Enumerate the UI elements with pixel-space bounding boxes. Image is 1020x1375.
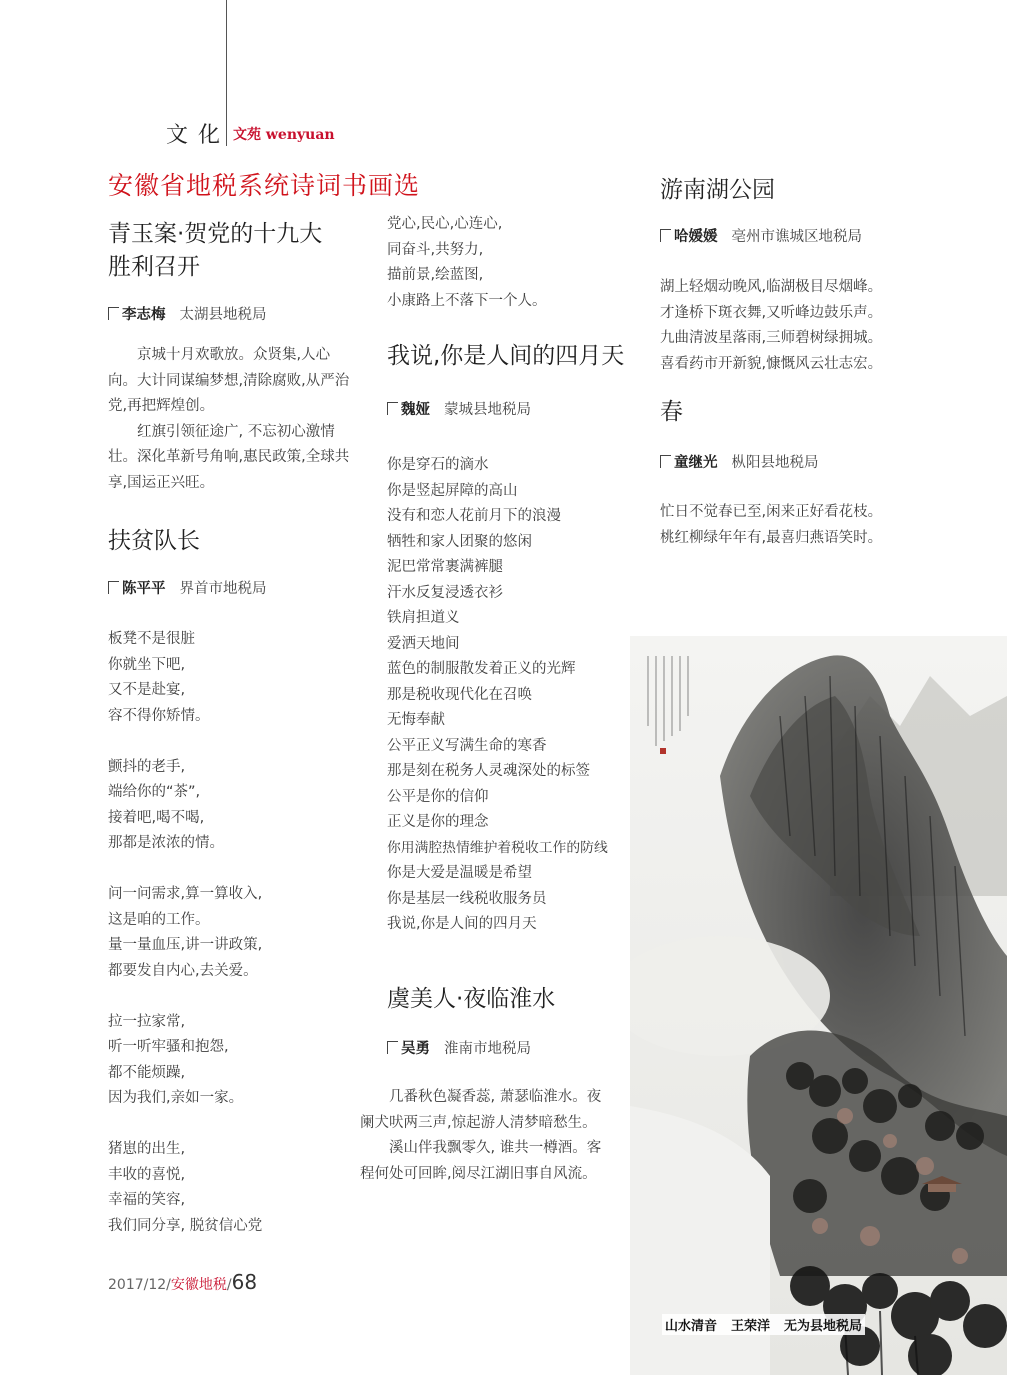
author-name: 童继光 bbox=[674, 455, 718, 471]
poem-line: 颤抖的老手, bbox=[108, 758, 186, 775]
poem-line: 湖上轻烟动晚风,临湖极目尽烟峰。 bbox=[660, 279, 883, 295]
author-unit: 太湖县地税局 bbox=[179, 307, 267, 323]
poem-line: 没有和恋人花前月下的浪漫 bbox=[387, 508, 561, 524]
poem-body-fupin bbox=[108, 627, 358, 1265]
poem-line: 拉一拉家常, bbox=[108, 1013, 186, 1030]
poem-line: 容不得你矫情。 bbox=[108, 707, 210, 724]
poem-paragraph: 几番秋色凝香蕊, 萧瑟临淮水。夜阑犬吠两三声,惊起游人清梦暗愁生。 bbox=[360, 1089, 602, 1131]
stanza bbox=[108, 1010, 358, 1112]
byline-qingyuan bbox=[108, 303, 267, 324]
poem-line: 你是竖起屏障的高山 bbox=[387, 482, 518, 499]
poem-title-line: 青玉案·贺党的十九大 bbox=[108, 221, 323, 247]
poem-line: 描前景,绘蓝图, bbox=[387, 267, 484, 283]
author-unit: 枞阳县地税局 bbox=[731, 455, 819, 471]
poem-line: 你是基层一线税收服务员 bbox=[387, 890, 547, 907]
stanza bbox=[108, 627, 358, 729]
poem-line: 都不能烦躁, bbox=[108, 1064, 186, 1081]
poem-line: 九曲清波星落雨,三师碧树绿拥城。 bbox=[660, 330, 883, 346]
byline-bracket-icon bbox=[108, 581, 119, 594]
stanza bbox=[108, 1137, 358, 1239]
poem-line: 你是穿石的滴水 bbox=[387, 457, 489, 473]
poem-line: 爱洒天地间 bbox=[387, 635, 460, 652]
author-name: 哈媛媛 bbox=[674, 229, 718, 245]
poem-paragraph: 红旗引领征途广, 不忘初心激情壮。深化革新号角响,惠民政策,全球共享,国运正兴旺。 bbox=[108, 423, 350, 491]
author-unit: 界首市地税局 bbox=[179, 581, 267, 597]
poem-line: 那都是浓浓的情。 bbox=[108, 835, 224, 851]
poem-line: 公平正义写满生命的寒香 bbox=[387, 737, 547, 754]
poem-line: 又不是赴宴, bbox=[108, 682, 186, 698]
painting-caption bbox=[662, 1314, 865, 1335]
landscape-painting bbox=[630, 636, 1007, 1375]
poem-line: 公平是你的信仰 bbox=[387, 788, 489, 805]
poem-line: 铁肩担道义 bbox=[387, 610, 460, 626]
poem-title-chun: 春 bbox=[660, 399, 683, 425]
footer-magazine: 安徽地税 bbox=[170, 1277, 227, 1293]
painting-title: 山水清音 bbox=[665, 1319, 718, 1334]
poem-qingyuan bbox=[108, 218, 358, 284]
footer-separator: / bbox=[226, 1277, 232, 1293]
poem-title bbox=[108, 218, 358, 284]
author-unit: 淮南市地税局 bbox=[444, 1041, 531, 1057]
byline-bracket-icon bbox=[387, 1041, 398, 1054]
poem-line: 因为我们,亲如一家。 bbox=[108, 1090, 244, 1106]
poem-body-yumeiren bbox=[360, 1085, 608, 1187]
stanza bbox=[108, 882, 358, 984]
poem-line: 我们同分享, 脱贫信心党 bbox=[108, 1217, 263, 1234]
poem-body-qingyuan bbox=[108, 343, 358, 496]
poem-title-fupin: 扶贫队长 bbox=[108, 528, 200, 554]
section-subtitle: 文苑 wenyuan bbox=[233, 127, 335, 143]
poem-line: 无悔奉献 bbox=[387, 712, 445, 728]
poem-title-nanhu: 游南湖公园 bbox=[660, 177, 775, 203]
author-name: 吴勇 bbox=[401, 1041, 430, 1057]
poem-line: 泥巴常常裹满裤腿 bbox=[387, 559, 503, 575]
poem-line: 才逢桥下斑衣舞,又听峰边鼓乐声。 bbox=[660, 304, 883, 321]
page-footer bbox=[108, 1270, 257, 1294]
author-unit: 蒙城县地税局 bbox=[444, 402, 531, 418]
painting-unit: 无为县地税局 bbox=[784, 1319, 863, 1334]
poem-line: 那是税收现代化在召唤 bbox=[387, 686, 532, 703]
poem-paragraph: 溪山伴我飘零久, 谁共一樽酒。客程何处可回眸,阅尽江湖旧事自风流。 bbox=[360, 1140, 602, 1182]
poem-line: 你就坐下吧, bbox=[108, 656, 186, 673]
poem-body-siyuetian bbox=[387, 453, 632, 938]
poem-line: 蓝色的制服散发着正义的光辉 bbox=[387, 661, 576, 677]
painting-artist: 王荣洋 bbox=[731, 1319, 771, 1334]
poem-line: 我说,你是人间的四月天 bbox=[387, 916, 537, 932]
poem-line: 党心,民心,心连心, bbox=[387, 216, 503, 232]
author-name: 陈平平 bbox=[122, 581, 166, 597]
author-name: 魏娅 bbox=[401, 402, 430, 418]
byline-bracket-icon bbox=[660, 455, 671, 468]
poem-line: 你是大爱是温暖是希望 bbox=[387, 865, 532, 881]
poem-line: 喜看药市开新貌,慷慨风云壮志宏。 bbox=[660, 355, 883, 372]
poem-body-nanhu bbox=[660, 275, 920, 377]
author-name: 李志梅 bbox=[122, 307, 166, 323]
poem-title-siyuetian: 我说,你是人间的四月天 bbox=[387, 343, 625, 369]
poem-title-line: 胜利召开 bbox=[108, 254, 200, 280]
byline-bracket-icon bbox=[660, 229, 671, 242]
byline-fupin bbox=[108, 577, 267, 598]
byline-chun bbox=[660, 451, 819, 472]
poem-line: 丰收的喜悦, bbox=[108, 1166, 186, 1183]
poem-title-yumeiren: 虞美人·夜临淮水 bbox=[387, 986, 556, 1012]
byline-bracket-icon bbox=[387, 402, 398, 415]
poem-line: 正义是你的理念 bbox=[387, 814, 489, 830]
poem-line: 桃红柳绿年年有,最喜归燕语笑时。 bbox=[660, 529, 883, 546]
poem-line: 这是咱的工作。 bbox=[108, 911, 210, 928]
poem-line: 那是刻在税务人灵魂深处的标签 bbox=[387, 763, 590, 779]
poem-line: 猪崽的出生, bbox=[108, 1141, 186, 1157]
poem-paragraph: 京城十月欢歌放。众贤集,人心向。大计同谋编梦想,清除腐败,从严治党,再把辉煌创。 bbox=[108, 347, 350, 414]
poem-line: 汗水反复浸透衣衫 bbox=[387, 584, 503, 601]
poem-line: 幸福的笑容, bbox=[108, 1192, 186, 1208]
byline-siyuetian bbox=[387, 398, 531, 419]
poem-line: 同奋斗,共努力, bbox=[387, 241, 484, 258]
poem-body-chun bbox=[660, 500, 920, 551]
author-unit: 亳州市谯城区地税局 bbox=[731, 229, 862, 245]
stanza bbox=[108, 755, 358, 857]
poem-line: 牺牲和家人团聚的悠闲 bbox=[387, 533, 532, 550]
poem-line: 接着吧,喝不喝, bbox=[108, 809, 205, 826]
byline-bracket-icon bbox=[108, 307, 119, 320]
poem-line: 量一量血压,讲一讲政策, bbox=[108, 937, 263, 953]
page-number: 68 bbox=[231, 1270, 258, 1294]
footer-date: 2017/12/ bbox=[108, 1277, 171, 1293]
poem-line: 板凳不是很脏 bbox=[108, 631, 195, 647]
poem-line: 端给你的“茶”, bbox=[108, 784, 201, 800]
poem-line: 听一听牢骚和抱怨, bbox=[108, 1039, 229, 1055]
byline-yumeiren bbox=[387, 1037, 531, 1058]
poem-line: 都要发自内心,去关爱。 bbox=[108, 962, 258, 979]
byline-nanhu bbox=[660, 225, 862, 246]
poem-line: 小康路上不落下一个人。 bbox=[387, 292, 547, 309]
poem-line: 忙日不觉春已至,闲来正好看花枝。 bbox=[660, 504, 883, 520]
poem-body-fupin-continued bbox=[387, 212, 627, 314]
section-title: 文化 bbox=[166, 123, 231, 148]
poem-line: 你用满腔热情维护着税收工作的防线 bbox=[387, 839, 608, 856]
poem-line: 问一问需求,算一算收入, bbox=[108, 886, 263, 902]
page-title: 安徽省地税系统诗词书画选 bbox=[108, 171, 421, 200]
